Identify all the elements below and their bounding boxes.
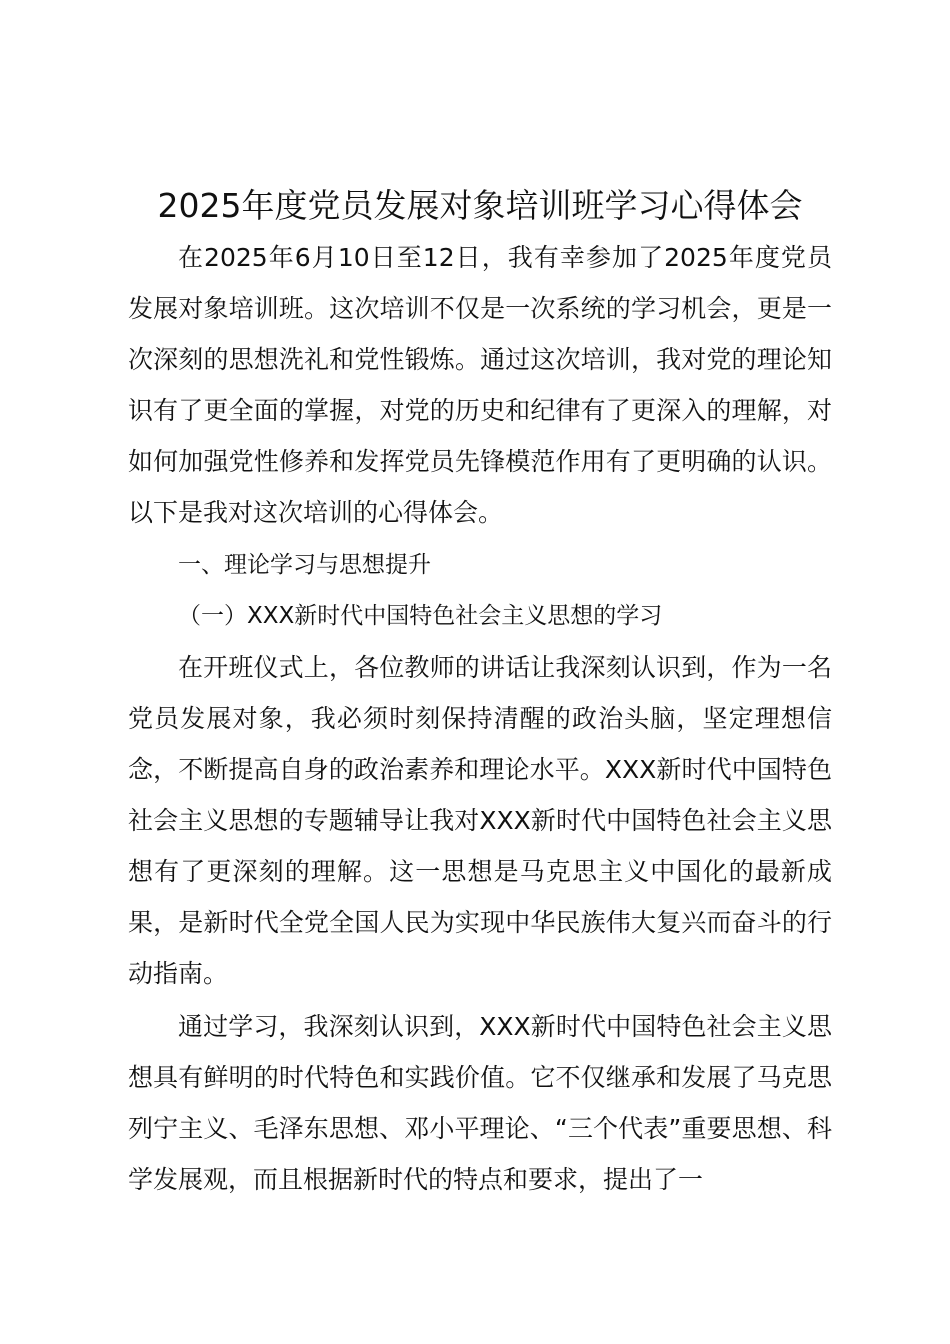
document-page: [128, 180, 832, 1205]
subsection-heading: （一）XXX新时代中国特色社会主义思想的学习: [178, 603, 663, 629]
intro-paragraph: 在2025年6月10日至12日，我有幸参加了2025年度党员发展对象培训班。这次培训不仅是一次系统的学习机会，更是一次深刻的思想洗礼和党性锻炼。通过这次培训，我对党的理论知识有了更全面的掌握，对党的历史和纪律有了更深入的理解，对如何加强党性修养和发挥党员先锋模范作用有了更明确的认识。以下是我对这次培训的心得体会。: [128, 243, 832, 527]
body-paragraph-2: 通过学习，我深刻认识到，XXX新时代中国特色社会主义思想具有鲜明的时代特色和实践价值。它不仅继承和发展了马克思列宁主义、毛泽东思想、邓小平理论、“三个代表”重要思想、科学发展观，而且根据新时代的特点和要求，提出了一: [128, 1012, 832, 1194]
body-paragraph-1: 在开班仪式上，各位教师的讲话让我深刻认识到，作为一名党员发展对象，我必须时刻保持清醒的政治头脑，坚定理想信念，不断提高自身的政治素养和理论水平。XXX新时代中国特色社会主义思想的专题辅导让我对XXX新时代中国特色社会主义思想有了更深刻的理解。这一思想是马克思主义中国化的最新成果，是新时代全党全国人民为实现中华民族伟大复兴而奋斗的行动指南。: [128, 653, 832, 988]
section-heading: 一、理论学习与思想提升: [178, 552, 431, 578]
document-title: 2025年度党员发展对象培训班学习心得体会: [157, 186, 803, 225]
